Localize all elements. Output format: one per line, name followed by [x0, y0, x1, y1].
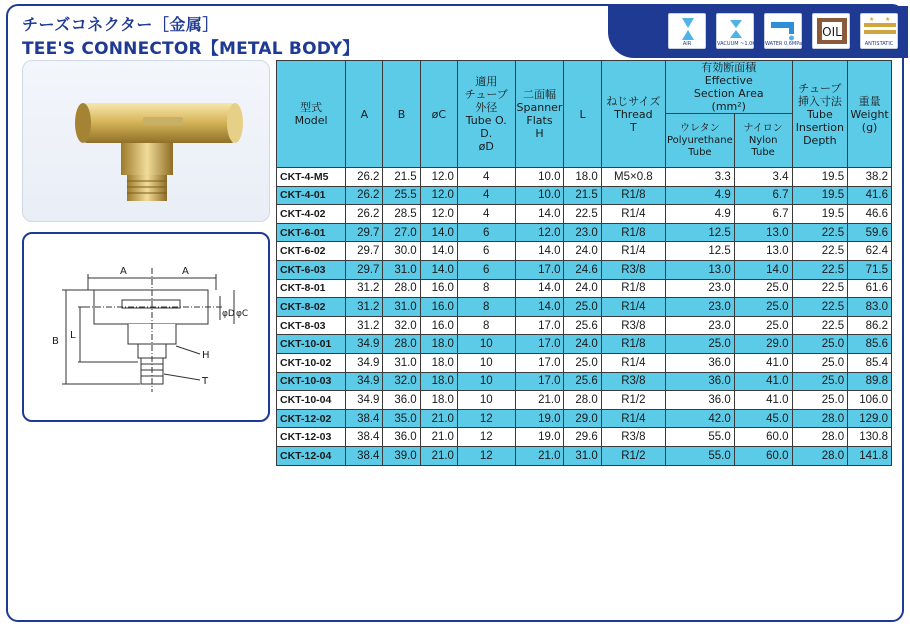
cell-a: 31.2 [346, 298, 383, 317]
cell-h: 17.0 [515, 353, 564, 372]
svg-text:★: ★ [869, 17, 875, 23]
cell-ny: 13.0 [734, 223, 792, 242]
header-insertion-depth: チューブ 挿入寸法 Tube Insertion Depth [792, 61, 848, 168]
cell-ny: 60.0 [734, 428, 792, 447]
dimension-diagram [22, 232, 270, 422]
cell-c: 14.0 [420, 260, 457, 279]
cell-w: 41.6 [848, 186, 892, 205]
cell-pu: 36.0 [665, 391, 734, 410]
cell-model: CKT-8-01 [277, 279, 346, 298]
svg-text:φC: φC [236, 309, 249, 319]
cell-ny: 41.0 [734, 353, 792, 372]
cell-a: 38.4 [346, 409, 383, 428]
cell-h: 21.0 [515, 446, 564, 465]
cell-ny: 41.0 [734, 391, 792, 410]
cell-a: 34.9 [346, 353, 383, 372]
cell-pu: 23.0 [665, 316, 734, 335]
cell-ny: 41.0 [734, 372, 792, 391]
svg-text:★: ★ [885, 17, 891, 23]
cell-h: 14.0 [515, 242, 564, 261]
cell-model: CKT-12-02 [277, 409, 346, 428]
page-title-jp: チーズコネクター［金属］ [22, 15, 219, 34]
cell-depth: 25.0 [792, 391, 848, 410]
cell-a: 34.9 [346, 391, 383, 410]
cell-c: 14.0 [420, 223, 457, 242]
cell-l: 23.0 [564, 223, 601, 242]
cell-t: R1/2 [601, 446, 665, 465]
cell-d: 10 [457, 335, 515, 354]
table-row [277, 298, 892, 317]
cell-w: 59.6 [848, 223, 892, 242]
cell-pu: 23.0 [665, 298, 734, 317]
cell-a: 29.7 [346, 260, 383, 279]
cell-l: 31.0 [564, 446, 601, 465]
cell-w: 61.6 [848, 279, 892, 298]
header-c: øC [420, 61, 457, 168]
cell-l: 24.0 [564, 242, 601, 261]
cell-ny: 45.0 [734, 409, 792, 428]
cell-c: 18.0 [420, 335, 457, 354]
cell-ny: 6.7 [734, 205, 792, 224]
cell-l: 21.5 [564, 186, 601, 205]
cell-model: CKT-6-03 [277, 260, 346, 279]
cell-model: CKT-8-02 [277, 298, 346, 317]
cell-l: 25.0 [564, 353, 601, 372]
cell-c: 12.0 [420, 186, 457, 205]
cell-b: 35.0 [383, 409, 420, 428]
cell-w: 129.0 [848, 409, 892, 428]
table-row [277, 186, 892, 205]
cell-c: 12.0 [420, 205, 457, 224]
cell-c: 16.0 [420, 279, 457, 298]
cell-pu: 3.3 [665, 168, 734, 187]
oil-icon [812, 13, 850, 49]
cell-model: CKT-6-01 [277, 223, 346, 242]
table-row [277, 316, 892, 335]
cell-d: 10 [457, 372, 515, 391]
cell-model: CKT-12-04 [277, 446, 346, 465]
cell-pu: 23.0 [665, 279, 734, 298]
cell-depth: 22.5 [792, 279, 848, 298]
cell-model: CKT-4-01 [277, 186, 346, 205]
cell-pu: 36.0 [665, 353, 734, 372]
cell-model: CKT-6-02 [277, 242, 346, 261]
cell-depth: 28.0 [792, 446, 848, 465]
antistatic-icon: ★ ★ ANTISTATIC [860, 13, 898, 49]
cell-c: 21.0 [420, 409, 457, 428]
cell-t: R1/4 [601, 242, 665, 261]
cell-t: M5×0.8 [601, 168, 665, 187]
cell-depth: 22.5 [792, 260, 848, 279]
cell-b: 27.0 [383, 223, 420, 242]
header-weight: 重量 Weight (g) [848, 61, 892, 168]
header-thread: ねじサイズ Thread T [601, 61, 665, 168]
cell-l: 24.0 [564, 335, 601, 354]
cell-d: 6 [457, 223, 515, 242]
cell-model: CKT-4-M5 [277, 168, 346, 187]
cell-c: 21.0 [420, 446, 457, 465]
cell-h: 10.0 [515, 168, 564, 187]
cell-l: 18.0 [564, 168, 601, 187]
product-photo [22, 60, 270, 222]
cell-h: 19.0 [515, 428, 564, 447]
cell-b: 39.0 [383, 446, 420, 465]
cell-w: 62.4 [848, 242, 892, 261]
table-row [277, 372, 892, 391]
cell-depth: 22.5 [792, 316, 848, 335]
cell-pu: 4.9 [665, 186, 734, 205]
cell-pu: 36.0 [665, 372, 734, 391]
cell-l: 24.6 [564, 260, 601, 279]
cell-b: 32.0 [383, 372, 420, 391]
cell-l: 25.6 [564, 316, 601, 335]
cell-ny: 29.0 [734, 335, 792, 354]
table-row [277, 428, 892, 447]
cell-a: 34.9 [346, 335, 383, 354]
cell-d: 6 [457, 260, 515, 279]
cell-a: 34.9 [346, 372, 383, 391]
table-row [277, 223, 892, 242]
cell-h: 21.0 [515, 391, 564, 410]
cell-c: 12.0 [420, 168, 457, 187]
header-urethane: ウレタン Polyurethane Tube [665, 114, 734, 168]
cell-d: 12 [457, 409, 515, 428]
cell-ny: 25.0 [734, 298, 792, 317]
cell-a: 38.4 [346, 446, 383, 465]
cell-b: 32.0 [383, 316, 420, 335]
cell-pu: 42.0 [665, 409, 734, 428]
cell-w: 83.0 [848, 298, 892, 317]
header-model: 型式 Model [277, 61, 346, 168]
cell-l: 28.0 [564, 391, 601, 410]
cell-model: CKT-8-03 [277, 316, 346, 335]
cell-b: 31.0 [383, 298, 420, 317]
cell-h: 17.0 [515, 335, 564, 354]
header-effective-area: 有効断面積 Effective Section Area (mm²) [665, 61, 792, 114]
cell-t: R3/8 [601, 260, 665, 279]
header-b: B [383, 61, 420, 168]
cell-w: 89.8 [848, 372, 892, 391]
cell-pu: 12.5 [665, 223, 734, 242]
table-row [277, 446, 892, 465]
cell-ny: 13.0 [734, 242, 792, 261]
application-icons [668, 13, 898, 49]
cell-t: R1/4 [601, 409, 665, 428]
cell-t: R3/8 [601, 372, 665, 391]
cell-h: 19.0 [515, 409, 564, 428]
cell-depth: 28.0 [792, 428, 848, 447]
spec-table-body [277, 168, 892, 466]
header-spanner: 二面幅 Spanner Flats H [515, 61, 564, 168]
cell-a: 38.4 [346, 428, 383, 447]
cell-w: 46.6 [848, 205, 892, 224]
table-row [277, 335, 892, 354]
cell-c: 21.0 [420, 428, 457, 447]
cell-a: 26.2 [346, 205, 383, 224]
cell-t: R1/8 [601, 223, 665, 242]
cell-b: 25.5 [383, 186, 420, 205]
cell-pu: 4.9 [665, 205, 734, 224]
cell-l: 22.5 [564, 205, 601, 224]
air-icon: AIR [668, 13, 706, 49]
cell-t: R1/4 [601, 205, 665, 224]
cell-pu: 13.0 [665, 260, 734, 279]
cell-t: R1/4 [601, 298, 665, 317]
cell-c: 16.0 [420, 298, 457, 317]
cell-model: CKT-4-02 [277, 205, 346, 224]
header-nylon: ナイロン Nylon Tube [734, 114, 792, 168]
header-tube-od: 適用 チューブ 外径 Tube O. D. øD [457, 61, 515, 168]
cell-h: 14.0 [515, 205, 564, 224]
cell-depth: 19.5 [792, 205, 848, 224]
svg-text:B: B [52, 336, 59, 347]
cell-d: 10 [457, 353, 515, 372]
cell-t: R3/8 [601, 316, 665, 335]
table-row [277, 168, 892, 187]
cell-c: 18.0 [420, 353, 457, 372]
cell-a: 26.2 [346, 168, 383, 187]
cell-pu: 55.0 [665, 428, 734, 447]
vacuum-icon: VACUUM ~1.0KPa [716, 13, 754, 49]
cell-ny: 6.7 [734, 186, 792, 205]
page-title-en: TEE'S CONNECTOR【METAL BODY】 [22, 39, 360, 59]
cell-h: 10.0 [515, 186, 564, 205]
cell-l: 24.0 [564, 279, 601, 298]
water-icon: WATER 0.6MPa [764, 13, 802, 49]
cell-b: 30.0 [383, 242, 420, 261]
cell-pu: 12.5 [665, 242, 734, 261]
cell-a: 29.7 [346, 242, 383, 261]
cell-a: 31.2 [346, 279, 383, 298]
table-row [277, 260, 892, 279]
cell-t: R1/8 [601, 279, 665, 298]
cell-b: 28.0 [383, 279, 420, 298]
cell-a: 31.2 [346, 316, 383, 335]
cell-depth: 28.0 [792, 409, 848, 428]
cell-h: 17.0 [515, 260, 564, 279]
cell-l: 25.0 [564, 298, 601, 317]
cell-w: 85.6 [848, 335, 892, 354]
table-row [277, 391, 892, 410]
cell-t: R1/8 [601, 186, 665, 205]
svg-text:L: L [70, 330, 76, 341]
cell-b: 28.0 [383, 335, 420, 354]
cell-w: 106.0 [848, 391, 892, 410]
cell-w: 130.8 [848, 428, 892, 447]
cell-a: 26.2 [346, 186, 383, 205]
cell-l: 29.0 [564, 409, 601, 428]
cell-b: 21.5 [383, 168, 420, 187]
cell-b: 31.0 [383, 353, 420, 372]
cell-d: 8 [457, 316, 515, 335]
cell-model: CKT-10-04 [277, 391, 346, 410]
cell-model: CKT-10-01 [277, 335, 346, 354]
cell-c: 16.0 [420, 316, 457, 335]
cell-depth: 19.5 [792, 186, 848, 205]
cell-c: 18.0 [420, 391, 457, 410]
svg-text:A: A [120, 266, 127, 277]
cell-t: R1/8 [601, 335, 665, 354]
cell-depth: 22.5 [792, 223, 848, 242]
svg-text:H: H [202, 350, 210, 361]
cell-t: R1/4 [601, 353, 665, 372]
cell-ny: 14.0 [734, 260, 792, 279]
header-a: A [346, 61, 383, 168]
cell-d: 4 [457, 205, 515, 224]
cell-c: 14.0 [420, 242, 457, 261]
cell-h: 12.0 [515, 223, 564, 242]
cell-w: 86.2 [848, 316, 892, 335]
catalog-page [6, 4, 904, 622]
svg-text:φD: φD [222, 309, 235, 319]
svg-text:A: A [182, 266, 189, 277]
svg-text:T: T [202, 376, 209, 387]
cell-t: R3/8 [601, 428, 665, 447]
table-row [277, 205, 892, 224]
cell-d: 4 [457, 168, 515, 187]
header-l: L [564, 61, 601, 168]
cell-w: 141.8 [848, 446, 892, 465]
cell-b: 36.0 [383, 428, 420, 447]
svg-text:OIL: OIL [822, 25, 842, 39]
cell-a: 29.7 [346, 223, 383, 242]
spec-table [276, 60, 892, 466]
cell-d: 6 [457, 242, 515, 261]
cell-depth: 22.5 [792, 298, 848, 317]
cell-c: 18.0 [420, 372, 457, 391]
cell-ny: 25.0 [734, 316, 792, 335]
cell-ny: 60.0 [734, 446, 792, 465]
cell-ny: 25.0 [734, 279, 792, 298]
cell-depth: 19.5 [792, 168, 848, 187]
cell-model: CKT-10-03 [277, 372, 346, 391]
cell-model: CKT-10-02 [277, 353, 346, 372]
cell-d: 8 [457, 279, 515, 298]
cell-pu: 25.0 [665, 335, 734, 354]
cell-w: 38.2 [848, 168, 892, 187]
cell-t: R1/2 [601, 391, 665, 410]
cell-pu: 55.0 [665, 446, 734, 465]
cell-d: 10 [457, 391, 515, 410]
cell-depth: 25.0 [792, 335, 848, 354]
cell-d: 8 [457, 298, 515, 317]
cell-h: 17.0 [515, 372, 564, 391]
cell-h: 17.0 [515, 316, 564, 335]
cell-w: 85.4 [848, 353, 892, 372]
table-row [277, 279, 892, 298]
cell-l: 29.6 [564, 428, 601, 447]
cell-b: 36.0 [383, 391, 420, 410]
cell-depth: 25.0 [792, 372, 848, 391]
cell-b: 28.5 [383, 205, 420, 224]
cell-ny: 3.4 [734, 168, 792, 187]
cell-w: 71.5 [848, 260, 892, 279]
cell-d: 12 [457, 446, 515, 465]
table-row [277, 353, 892, 372]
cell-depth: 22.5 [792, 242, 848, 261]
table-row [277, 242, 892, 261]
cell-b: 31.0 [383, 260, 420, 279]
cell-d: 12 [457, 428, 515, 447]
cell-h: 14.0 [515, 279, 564, 298]
cell-model: CKT-12-03 [277, 428, 346, 447]
table-row [277, 409, 892, 428]
cell-d: 4 [457, 186, 515, 205]
cell-depth: 25.0 [792, 353, 848, 372]
cell-h: 14.0 [515, 298, 564, 317]
cell-l: 25.6 [564, 372, 601, 391]
